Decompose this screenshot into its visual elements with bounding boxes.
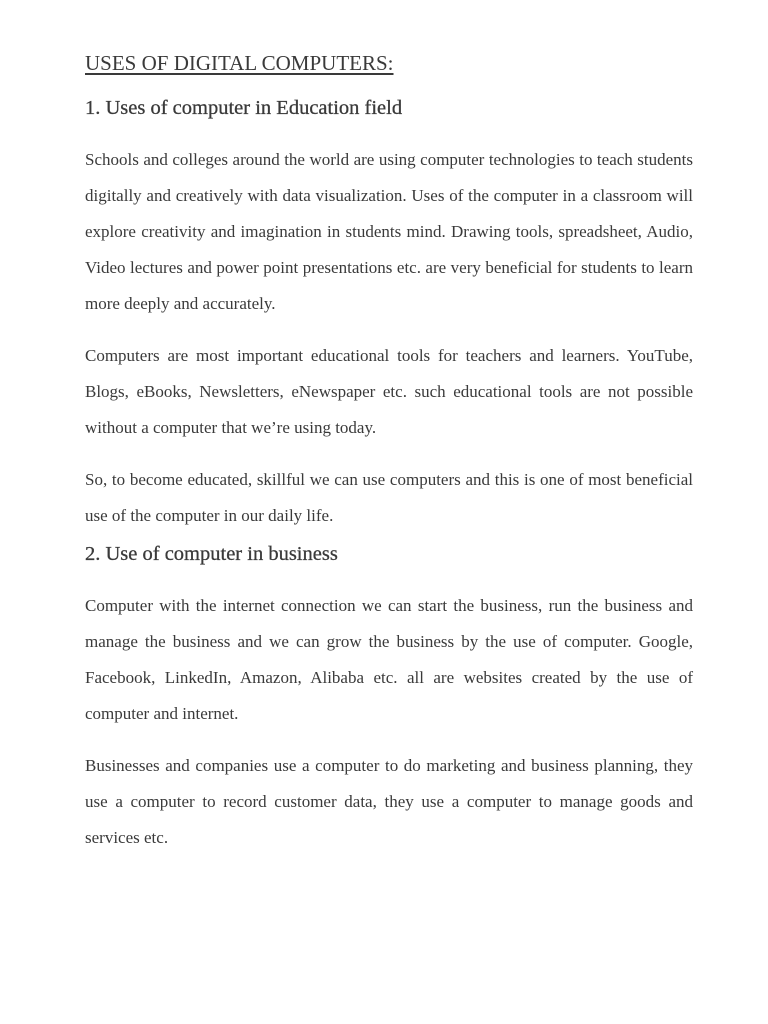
document-title: USES OF DIGITAL COMPUTERS:	[85, 51, 394, 75]
section-business	[85, 540, 693, 856]
paragraph: Computer with the internet connection we can start the business, run the business and manage the business and we can grow the business by the use of computer. Google, Facebook, LinkedIn, Amazon, Alibaba etc. all are websites created by the use of computer and internet.	[85, 596, 693, 723]
section-heading: 1. Uses of computer in Education field	[85, 97, 403, 119]
paragraph: Businesses and companies use a computer to do marketing and business planning, they use a computer to record customer data, they use a computer to manage goods and services etc.	[85, 756, 693, 847]
paragraph: Schools and colleges around the world are using computer technologies to teach students digitally and creatively with data visualization. Uses of the computer in a classroom will explore creativity and imagination in students mind. Drawing tools, spreadsheet, Audio, Video lectures and power point presentations etc. are very beneficial for students to learn more deeply and accurately.	[85, 150, 693, 313]
section-heading: 2. Use of computer in business	[85, 543, 338, 565]
paragraph: So, to become educated, skillful we can use computers and this is one of most beneficial use of the computer in our daily life.	[85, 470, 693, 525]
section-education	[85, 94, 693, 534]
paragraph: Computers are most important educational tools for teachers and learners. YouTube, Blogs, eBooks, Newsletters, eNewspaper etc. such educational tools are not possible without a computer that we’re using today.	[85, 346, 693, 437]
